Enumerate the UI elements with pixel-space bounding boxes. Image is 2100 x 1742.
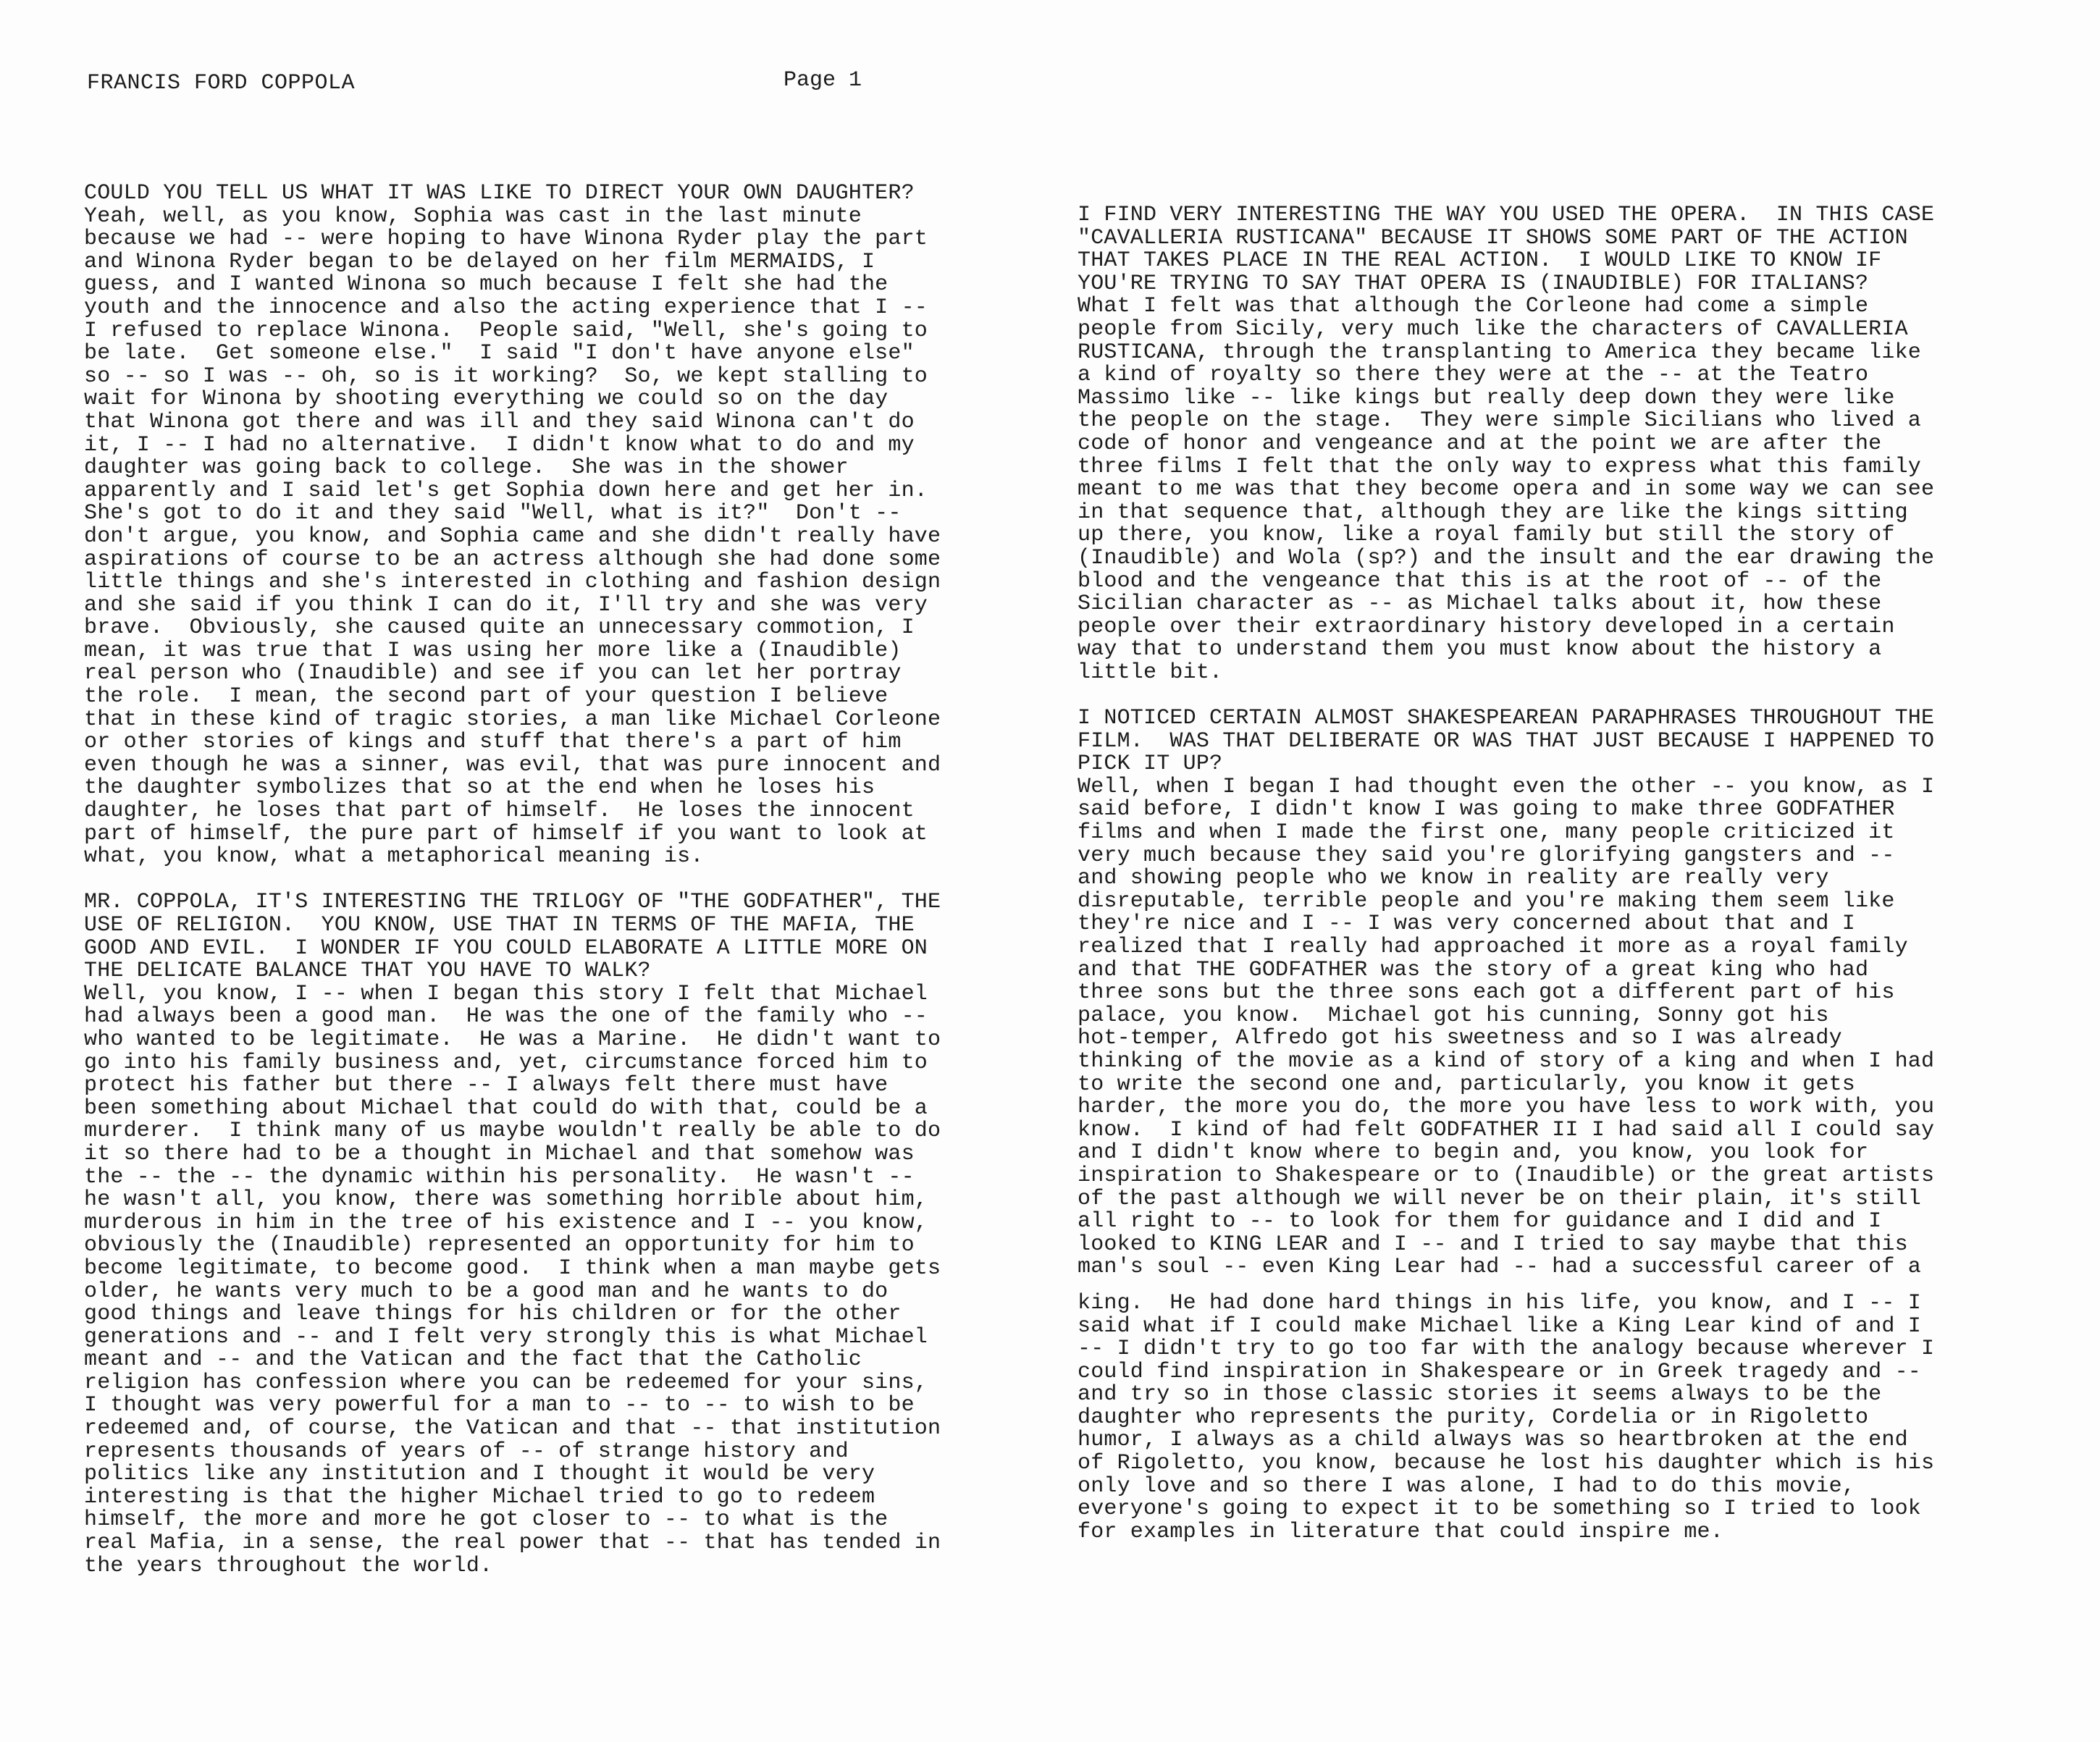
right-column [1078, 204, 1990, 1544]
qa-block [84, 891, 996, 1578]
interview-question: I FIND VERY INTERESTING THE WAY YOU USED THE OPERA. IN THIS CASE "CAVALLERIA RUSTICANA" BECAUSE IT SHOWS SOME PART OF THE ACTION THAT TAKES PLACE IN THE REAL ACTION. I WOULD LIKE TO KNOW IF YOU'RE TRYING TO SAY THAT OPERA IS (INAUDIBLE) FOR ITALIANS? [1078, 203, 1935, 296]
header-author: FRANCIS FORD COPPOLA [87, 71, 356, 96]
interview-question: COULD YOU TELL US WHAT IT WAS LIKE TO DIRECT YOUR OWN DAUGHTER? [84, 181, 915, 206]
qa-block [84, 182, 996, 869]
interview-question: MR. COPPOLA, IT'S INTERESTING THE TRILOGY OF "THE GODFATHER", THE USE OF RELIGION. YOU KNOW, USE THAT IN TERMS OF THE MAFIA, THE GOOD AND EVIL. I WONDER IF YOU COULD ELABORATE A LITTLE MORE ON THE DELICATE BALANCE THAT YOU HAVE TO WALK? [84, 890, 941, 984]
qa-block [1078, 204, 1990, 684]
interview-answer: Yeah, well, as you know, Sophia was cast in the last minute because we had -- were hoping to have Winona Ryder play the part and Winona Ryder began to be delayed on her film MERMAIDS, I guess, and I wanted Winona so much because I felt she had the youth and the innocence and also the acting experience that I -- I refused to replace Winona. People said, "Well, she's going to be late. Get someone else." I said "I don't have anyone else" so -- so I was -- oh, so is it working? So, we kept stalling to wait for Winona by shooting everything we could so on the day that Winona got there and was ill and they said Winona can't do it, I -- I had no alternative. I didn't know what to do and my daughter was going back to college. She was in the shower apparently and I said let's get Sophia down here and get her in. She's got to do it and they said "Well, what is it?" Don't -- don't argue, you know, and Sophia came and she didn't really have aspirations of course to be an actress although she had done some little things and she's interested in clothing and fashion design and she said if you think I can do it, I'll try and she was very brave. Obviously, she caused quite an unnecessary commotion, I mean, it was true that I was using her more like a (Inaudible) real person who (Inaudible) and see if you can let her portray the role. I mean, the second part of your question I believe that in these kind of tragic stories, a man like Michael Corleone or other stories of kings and stuff that there's a part of him even though he was a sinner, was evil, that was pure innocent and the daughter symbolizes that so at the end when he loses his daughter, he loses that part of himself. He loses the innocent part of himself, the pure part of himself if you want to look at what, you know, what a metaphorical meaning is. [84, 203, 941, 870]
interview-question: I NOTICED CERTAIN ALMOST SHAKESPEAREAN PARAPHRASES THROUGHOUT THE FILM. WAS THAT DELIBERATE OR WAS THAT JUST BECAUSE I HAPPENED TO PICK IT UP? [1078, 706, 1935, 777]
interview-answer: Well, when I began I had thought even the other -- you know, as I said before, I didn't know I was going to make three GODFATHER films and when I made the first one, many people criticized it very much because they said you're glorifying gangsters and -- and showing people who we know in reality are really very disreputable, terrible people and you're making them seem like they're nice and I -- I was very concerned about that and I realized that I really had approached it more as a royal family and that THE GODFATHER was the story of a great king who had three sons but the three sons each got a different part of his palace, you know. Michael got his cunning, Sonny got his hot-temper, Alfredo got his sweetness and so I was already thinking of the movie as a kind of story of a king and when I had to write the second one and, particularly, you know it gets harder, the more you do, the more you have less to work with, you know. I kind of had felt GODFATHER II I had said all I could say and I didn't know where to begin and, you know, you look for inspiration to Shakespeare or to (Inaudible) or the great artists of the past although we will never be on their plain, it's still all right to -- to look for them for guidance and I did and I looked to KING LEAR and I -- and I tried to say maybe that this man's soul -- even King Lear had -- had a successful career of a [1078, 774, 1935, 1280]
interview-answer: What I felt was that although the Corleone had come a simple people from Sicily, very much like the characters of CAVALLERIA RUSTICANA, through the transplanting to America they became like a kind of royalty so there they were at the -- at the Teatro Massimo like -- like kings but really deep down they were like the people on the stage. They were simple Sicilians who lived a code of honor and vengeance and at the point we are after the three films I felt that the only way to express what this family meant to me was that they become opera and in some way we can see in that sequence that, although they are like the kings sitting up there, you know, like a royal family but still the story of (Inaudible) and Wola (sp?) and the insult and the ear drawing the blood and the vengeance that this is at the root of -- of the Sicilian character as -- as Michael talks about it, how these people over their extraordinary history developed in a certain way that to understand them you must know about the history a little bit. [1078, 294, 1935, 685]
answer-continuation: king. He had done hard things in his life, you know, and I -- I said what if I could make Michael like a King Lear kind of and I -- I didn't try to go too far with the analogy because wherever I could find inspiration in Shakespeare or in Greek tragedy and -- and try so in those classic stories it seems always to be the daughter who represents the purity, Cordelia or in Rigoletto humor, I always as a child always was so heartbroken at the end of Rigoletto, you know, because he lost his daughter which is his only love and so there I was alone, I had to do this movie, everyone's going to expect it to be something so I tried to look for examples in literature that could inspire me. [1078, 1290, 1935, 1544]
page-number: Page 1 [784, 68, 862, 93]
interview-answer: Well, you know, I -- when I began this story I felt that Michael had always been a good man. He was the one of the family who -- who wanted to be legitimate. He was a Marine. He didn't want to go into his family business and, yet, circumstance forced him to protect his father but there -- I always felt there must have been something about Michael that could do with that, could be a murderer. I think many of us maybe wouldn't really be able to do it so there had to be a thought in Michael and that somehow was the -- the -- the dynamic within his personality. He wasn't -- he wasn't all, you know, there was something horrible about him, murderous in him in the tree of his existence and I -- you know, obviously the (Inaudible) represented an opportunity for him to become legitimate, to become good. I think when a man maybe gets older, he wants very much to be a good man and he wants to do good things and leave things for his children or for the other generations and -- and I felt very strongly this is what Michael meant and -- and the Vatican and the fact that the Catholic religion has confession where you can be redeemed for your sins, I thought was very powerful for a man to -- to -- to wish to be redeemed and, of course, the Vatican and that -- that institution represents thousands of years of -- of strange history and politics like any institution and I thought it would be very interesting is that the higher Michael tried to go to redeem himself, the more and more he got closer to -- to what is the real Mafia, in a sense, the real power that -- that has tended in the years throughout the world. [84, 981, 941, 1578]
left-column [84, 182, 996, 1601]
qa-block [1078, 707, 1990, 1279]
